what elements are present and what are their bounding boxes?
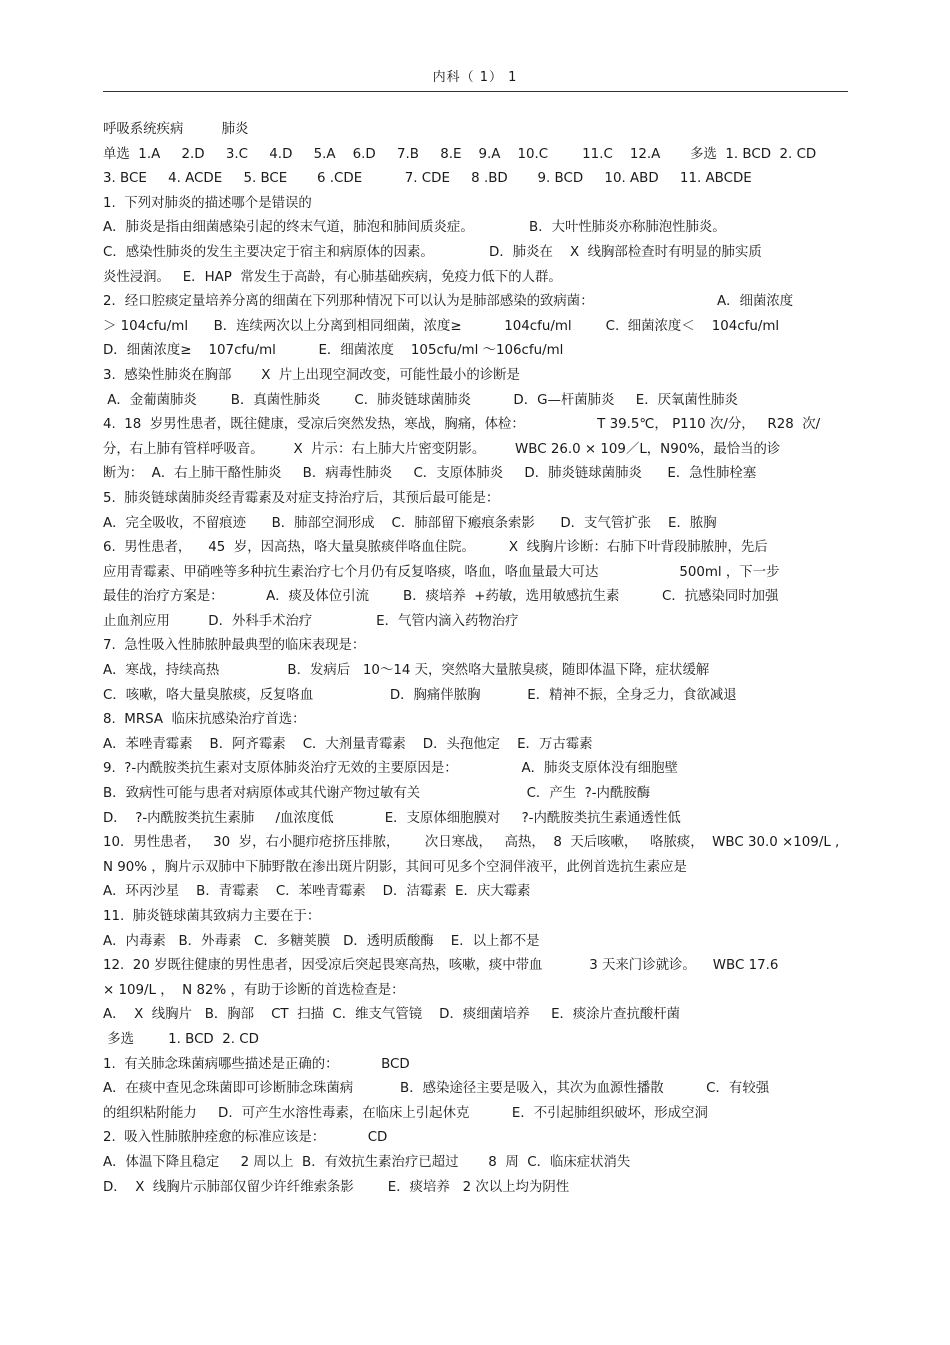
text-line: A．寒战，持续高热 B．发病后 10～14 天，突然咯大量脓臭痰，随即体温下降，症状缓解 <box>103 663 710 679</box>
text-line: A．完全吸收，不留痕迹 B．肺部空洞形成 C．肺部留下瘢痕条索影 D．支气管扩张 E．脓胸 <box>103 515 717 531</box>
text-line: D．细菌浓度≥ 107cfu/ml E．细菌浓度 105cfu/ml ～106cfu/ml <box>103 343 564 359</box>
text-line: A．在痰中查见念珠菌即可诊断肺念珠菌病 B．感染途径主要是吸入，其次为血源性播散 C．有较强 <box>103 1081 770 1097</box>
text-line: 单选 1.A 2.D 3.C 4.D 5.A 6.D 7.B 8.E 9.A 10.C 11.C 12.A 多选 1. BCD 2. CD <box>103 146 817 162</box>
text-line: 止血剂应用 D．外科手术治疗 E．气管内滴入药物治疗 <box>103 613 519 629</box>
text-line: 5. 肺炎链球菌肺炎经青霉素及对症支持治疗后，其预后最可能是： <box>103 490 500 506</box>
text-line: 1. 有关肺念珠菌病哪些描述是正确的： BCD <box>103 1056 410 1072</box>
text-line: 10．男性患者， 30 岁，右小腿疖疮挤压排脓， 次日寒战， 高热， 8 天后咳嗽， 咯脓痰， WBC 30.0 ×109/L , <box>103 835 840 851</box>
text-line: 9. ?-内酰胺类抗生素对支原体肺炎治疗无效的主要原因是： A．肺炎支原体没有细胞壁 <box>103 761 678 777</box>
text-line: 3. 感染性肺炎在胸部 X 片上出现空洞改变，可能性最小的诊断是 <box>103 367 520 383</box>
text-line: 2．经口腔痰定量培养分离的细菌在下列那种情况下可以认为是肺部感染的致病菌： A．细菌浓度 <box>103 294 794 310</box>
text-line: 应用青霉素、甲硝唑等多种抗生素治疗七个月仍有反复咯痰，咯血，咯血量最大可达 500ml ，下一步 <box>103 564 780 580</box>
document-body <box>103 118 848 1200</box>
text-line: D． ?-内酰胺类抗生素肺 /血浓度低 E．支原体细胞膜对 ?-内酰胺类抗生素通透性低 <box>103 810 681 826</box>
text-line: C．感染性肺炎的发生主要决定于宿主和病原体的因素。 D．肺炎在 X 线胸部检查时有明显的肺实质 <box>103 244 762 260</box>
text-line: A． X 线胸片 B．胸部 CT 扫描 C．维支气管镜 D．痰细菌培养 E．痰涂片查抗酸杆菌 <box>103 1007 681 1023</box>
text-line: ＞ 104cfu/ml B．连续两次以上分离到相同细菌，浓度≥ 104cfu/ml C. 细菌浓度＜ 104cfu/ml <box>103 318 780 334</box>
text-line: 2. 吸入性肺脓肿痊愈的标准应该是： CD <box>103 1130 388 1146</box>
text-line: 3. BCE 4. ACDE 5. BCE 6 .CDE 7. CDE 8 .BD 9. BCD 10. ABD 11. ABCDE <box>103 171 752 187</box>
text-line: 4. 18 岁男性患者，既往健康，受凉后突然发热，寒战，胸痛，体检： T 39.5℃， P110 次/分， R28 次/ <box>103 417 821 433</box>
text-line: 炎性浸润。 E．HAP 常发生于高龄，有心肺基础疾病，免疫力低下的人群。 <box>103 269 562 285</box>
text-line: 11. 肺炎链球菌其致病力主要在于： <box>103 909 321 924</box>
text-line: C．咳嗽，咯大量臭脓痰，反复咯血 D．胸痛伴脓胸 E．精神不振，全身乏力，食欲减退 <box>103 687 737 703</box>
text-line: 最佳的治疗方案是： A．痰及体位引流 B．痰培养 +药敏，选用敏感抗生素 C．抗感染同时加强 <box>103 589 779 605</box>
text-line: D． X 线胸片示肺部仅留少许纤维索条影 E．痰培养 2 次以上均为阴性 <box>103 1179 570 1195</box>
text-line: 的组织粘附能力 D．可产生水溶性毒素，在临床上引起休克 E．不引起肺组织破坏，形成空洞 <box>103 1105 708 1121</box>
text-line: 12. 20 岁既往健康的男性患者，因受凉后突起畏寒高热，咳嗽，痰中带血 3 天来门诊就诊。 WBC 17.6 <box>103 958 779 974</box>
text-line: A．金葡菌肺炎 B．真菌性肺炎 C．肺炎链球菌肺炎 D．G—杆菌肺炎 E．厌氧菌性肺炎 <box>103 392 738 408</box>
text-line: A．苯唑青霉素 B．阿齐霉素 C．大剂量青霉素 D．头孢他定 E．万古霉素 <box>103 736 593 752</box>
text-line: 呼吸系统疾病 肺炎 <box>103 122 249 137</box>
text-line: 8. MRSA 临床抗感染治疗首选： <box>103 712 306 728</box>
text-line: 7. 急性吸入性肺脓肿最典型的临床表现是： <box>103 638 366 654</box>
text-line: A．环丙沙星 B．青霉素 C．苯唑青霉素 D．洁霉素 E．庆大霉素 <box>103 884 531 900</box>
text-line: A．体温下降且稳定 2 周以上 B．有效抗生素治疗已超过 8 周 C．临床症状消失 <box>103 1154 631 1170</box>
text-line: B．致病性可能与患者对病原体或其代谢产物过敏有关 C．产生 ?-内酰胺酶 <box>103 786 651 802</box>
text-line: 1. 下列对肺炎的描述哪个是错误的 <box>103 195 312 211</box>
text-line: 断为： A．右上肺干酪性肺炎 B．病毒性肺炎 C．支原体肺炎 D．肺炎链球菌肺炎 E．急性肺栓塞 <box>103 466 757 482</box>
text-line: 分，右上肺有管样呼吸音。 X 片示：右上肺大片密变阴影。 WBC 26.0 × 109／L，N90%，最恰当的诊 <box>103 441 781 457</box>
text-line: A．肺炎是指由细菌感染引起的终末气道，肺泡和肺间质炎症。 B．大叶性肺炎亦称肺泡性肺炎。 <box>103 220 726 236</box>
page-header: 内科（ 1） 1 <box>432 70 518 85</box>
text-line: × 109/L ， N 82% ，有助于诊断的首选检查是： <box>103 982 405 998</box>
header-rule <box>103 91 848 92</box>
text-line: 6. 男性患者， 45 岁，因高热，咯大量臭脓痰伴咯血住院。 X 线胸片诊断：右肺下叶背段肺脓肿，先后 <box>103 540 768 556</box>
text-line: N 90% ，胸片示双肺中下肺野散在渗出斑片阴影，其间可见多个空洞伴液平，此例首选抗生素应是 <box>103 859 687 875</box>
text-line: 多选 1. BCD 2. CD <box>103 1031 259 1047</box>
text-line: A．内毒素 B．外毒素 C．多糖荚膜 D．透明质酸酶 E．以上都不是 <box>103 933 540 949</box>
